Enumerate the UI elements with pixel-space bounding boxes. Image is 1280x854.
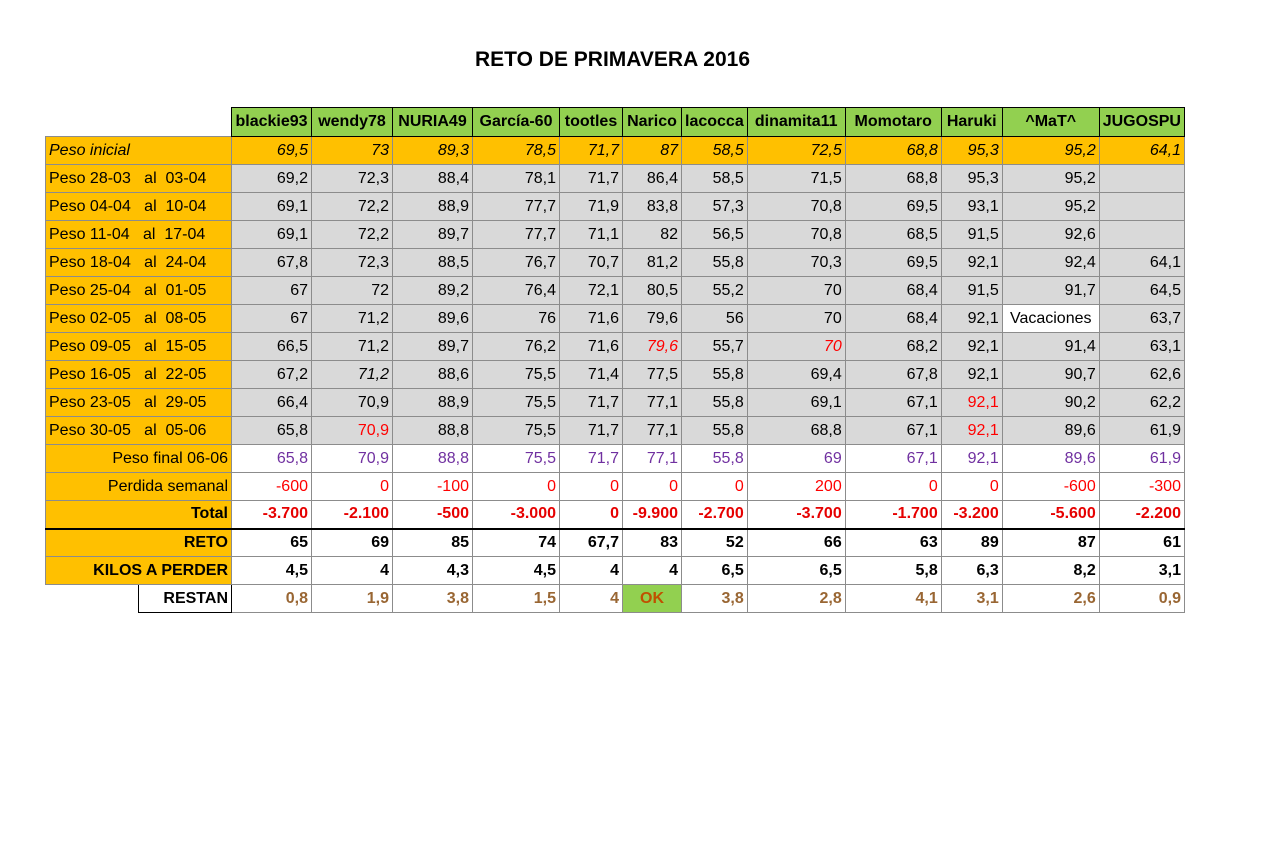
cell[interactable]: 67,8 bbox=[232, 249, 312, 277]
cell[interactable]: 3,1 bbox=[1099, 557, 1184, 585]
cell[interactable]: 4,1 bbox=[845, 585, 941, 613]
cell[interactable]: 70,7 bbox=[560, 249, 623, 277]
cell[interactable]: 63 bbox=[845, 529, 941, 557]
col-header-nuria49[interactable]: NURIA49 bbox=[393, 108, 473, 137]
cell[interactable]: 71,5 bbox=[747, 165, 845, 193]
cell[interactable]: -2.700 bbox=[682, 501, 748, 529]
cell[interactable]: 4 bbox=[560, 585, 623, 613]
cell[interactable]: 68,8 bbox=[845, 137, 941, 165]
cell[interactable]: 1,9 bbox=[312, 585, 393, 613]
cell[interactable]: 77,5 bbox=[623, 361, 682, 389]
cell[interactable]: 91,7 bbox=[1002, 277, 1099, 305]
cell[interactable]: 72,3 bbox=[312, 165, 393, 193]
peso-inicial-row bbox=[46, 137, 1185, 165]
cell[interactable]: 6,5 bbox=[747, 557, 845, 585]
cell[interactable]: 72 bbox=[312, 277, 393, 305]
col-header-tootles[interactable]: tootles bbox=[560, 108, 623, 137]
cell[interactable]: 72,3 bbox=[312, 249, 393, 277]
cell[interactable]: 77,7 bbox=[473, 221, 560, 249]
cell[interactable]: 79,6 bbox=[623, 333, 682, 361]
cell[interactable]: 71,2 bbox=[312, 361, 393, 389]
row-label-week[interactable]: Peso 28-03 al 03-04 bbox=[46, 165, 232, 193]
cell[interactable]: 92,6 bbox=[1002, 221, 1099, 249]
cell[interactable]: 69,1 bbox=[747, 389, 845, 417]
cell[interactable]: 4 bbox=[312, 557, 393, 585]
cell[interactable]: 83,8 bbox=[623, 193, 682, 221]
cell[interactable]: -300 bbox=[1099, 473, 1184, 501]
cell[interactable]: 68,4 bbox=[845, 305, 941, 333]
cell[interactable]: 70,3 bbox=[747, 249, 845, 277]
cell[interactable]: 86,4 bbox=[623, 165, 682, 193]
cell[interactable]: -5.600 bbox=[1002, 501, 1099, 529]
col-header-haruki[interactable]: Haruki bbox=[941, 108, 1002, 137]
cell[interactable]: 4,3 bbox=[393, 557, 473, 585]
cell[interactable]: 0,9 bbox=[1099, 585, 1184, 613]
cell[interactable]: 69,1 bbox=[232, 193, 312, 221]
cell[interactable]: 64,1 bbox=[1099, 249, 1184, 277]
cell[interactable]: 71,7 bbox=[560, 137, 623, 165]
cell[interactable]: 0 bbox=[845, 473, 941, 501]
cell[interactable]: -2.200 bbox=[1099, 501, 1184, 529]
row-label-kilos-a-perder[interactable]: KILOS A PERDER bbox=[46, 557, 232, 585]
cell[interactable]: 78,5 bbox=[473, 137, 560, 165]
cell[interactable]: 63,7 bbox=[1099, 305, 1184, 333]
cell[interactable]: 95,2 bbox=[1002, 137, 1099, 165]
cell[interactable]: 70,9 bbox=[312, 417, 393, 445]
week-row bbox=[46, 361, 1185, 389]
cell[interactable]: 68,2 bbox=[845, 333, 941, 361]
cell[interactable]: -600 bbox=[1002, 473, 1099, 501]
cell[interactable]: 93,1 bbox=[941, 193, 1002, 221]
cell[interactable]: 88,5 bbox=[393, 249, 473, 277]
cell[interactable]: 79,6 bbox=[623, 305, 682, 333]
cell[interactable]: 92,1 bbox=[941, 389, 1002, 417]
cell[interactable]: 72,1 bbox=[560, 277, 623, 305]
row-label-week[interactable]: Peso 23-05 al 29-05 bbox=[46, 389, 232, 417]
cell[interactable]: 0 bbox=[682, 473, 748, 501]
cell[interactable]: 92,1 bbox=[941, 361, 1002, 389]
cell[interactable]: 71,7 bbox=[560, 445, 623, 473]
cell[interactable]: 91,5 bbox=[941, 221, 1002, 249]
restan-row bbox=[46, 585, 1185, 613]
row-label-peso-inicial[interactable]: Peso inicial bbox=[46, 137, 232, 165]
cell[interactable]: 92,1 bbox=[941, 249, 1002, 277]
cell[interactable]: 89,3 bbox=[393, 137, 473, 165]
col-header-garcia-60[interactable]: García-60 bbox=[473, 108, 560, 137]
cell[interactable]: 61,9 bbox=[1099, 417, 1184, 445]
cell[interactable]: -9.900 bbox=[623, 501, 682, 529]
cell[interactable]: 71,9 bbox=[560, 193, 623, 221]
cell[interactable]: 85 bbox=[393, 529, 473, 557]
cell[interactable]: 55,8 bbox=[682, 445, 748, 473]
cell[interactable]: 89,7 bbox=[393, 221, 473, 249]
cell[interactable]: 4,5 bbox=[232, 557, 312, 585]
cell[interactable]: 69,4 bbox=[747, 361, 845, 389]
cell[interactable]: 0 bbox=[623, 473, 682, 501]
cell[interactable]: -500 bbox=[393, 501, 473, 529]
week-row bbox=[46, 193, 1185, 221]
cell[interactable]: 63,1 bbox=[1099, 333, 1184, 361]
cell[interactable]: 0 bbox=[473, 473, 560, 501]
cell[interactable]: -3.700 bbox=[747, 501, 845, 529]
row-label-peso-final[interactable]: Peso final 06-06 bbox=[46, 445, 232, 473]
cell[interactable]: 71,7 bbox=[560, 165, 623, 193]
cell[interactable]: 4 bbox=[623, 557, 682, 585]
cell[interactable]: 56 bbox=[682, 305, 748, 333]
cell[interactable]: 58,5 bbox=[682, 165, 748, 193]
cell[interactable]: 88,8 bbox=[393, 417, 473, 445]
row-label-week[interactable]: Peso 18-04 al 24-04 bbox=[46, 249, 232, 277]
cell[interactable]: 89,6 bbox=[393, 305, 473, 333]
cell[interactable]: 70 bbox=[747, 333, 845, 361]
week-row bbox=[46, 389, 1185, 417]
cell[interactable]: 61,9 bbox=[1099, 445, 1184, 473]
cell[interactable]: 71,1 bbox=[560, 221, 623, 249]
cell[interactable]: 2,8 bbox=[747, 585, 845, 613]
cell[interactable]: 89,7 bbox=[393, 333, 473, 361]
cell[interactable]: 0 bbox=[560, 501, 623, 529]
total-row bbox=[46, 501, 1185, 529]
week-row bbox=[46, 277, 1185, 305]
cell[interactable]: 89,6 bbox=[1002, 445, 1099, 473]
cell[interactable]: 77,1 bbox=[623, 417, 682, 445]
cell[interactable]: 70,9 bbox=[312, 389, 393, 417]
cell[interactable]: 77,7 bbox=[473, 193, 560, 221]
cell[interactable]: 6,3 bbox=[941, 557, 1002, 585]
cell[interactable]: 67,1 bbox=[845, 417, 941, 445]
cell[interactable]: 62,2 bbox=[1099, 389, 1184, 417]
cell[interactable]: 67,2 bbox=[232, 361, 312, 389]
cell[interactable]: -3.200 bbox=[941, 501, 1002, 529]
cell[interactable]: 64,5 bbox=[1099, 277, 1184, 305]
cell[interactable]: 75,5 bbox=[473, 417, 560, 445]
cell[interactable]: 76 bbox=[473, 305, 560, 333]
cell[interactable]: 67,8 bbox=[845, 361, 941, 389]
cell[interactable] bbox=[1099, 165, 1184, 193]
cell[interactable]: 61 bbox=[1099, 529, 1184, 557]
cell[interactable]: 67,1 bbox=[845, 389, 941, 417]
col-header-blackie93[interactable]: blackie93 bbox=[232, 108, 312, 137]
row-label-week[interactable]: Peso 09-05 al 15-05 bbox=[46, 333, 232, 361]
week-row bbox=[46, 417, 1185, 445]
cell[interactable]: 77,1 bbox=[623, 445, 682, 473]
cell[interactable]: 88,9 bbox=[393, 193, 473, 221]
cell[interactable]: 89,6 bbox=[1002, 417, 1099, 445]
peso-final-row bbox=[46, 445, 1185, 473]
cell[interactable]: 70,8 bbox=[747, 221, 845, 249]
col-header-narico[interactable]: Narico bbox=[623, 108, 682, 137]
cell[interactable]: 69 bbox=[747, 445, 845, 473]
cell[interactable]: 88,8 bbox=[393, 445, 473, 473]
cell[interactable]: 55,7 bbox=[682, 333, 748, 361]
cell[interactable]: 66,5 bbox=[232, 333, 312, 361]
week-row bbox=[46, 221, 1185, 249]
cell[interactable]: 56,5 bbox=[682, 221, 748, 249]
cell[interactable]: 68,8 bbox=[747, 417, 845, 445]
cell[interactable]: 95,3 bbox=[941, 165, 1002, 193]
cell[interactable]: 71,6 bbox=[560, 333, 623, 361]
cell[interactable]: 67 bbox=[232, 305, 312, 333]
cell[interactable]: 3,8 bbox=[393, 585, 473, 613]
row-label-week[interactable]: Peso 02-05 al 08-05 bbox=[46, 305, 232, 333]
cell[interactable]: 75,5 bbox=[473, 361, 560, 389]
row-label-week[interactable]: Peso 16-05 al 22-05 bbox=[46, 361, 232, 389]
weight-table bbox=[45, 107, 1185, 613]
row-label-perdida-semanal[interactable]: Perdida semanal bbox=[46, 473, 232, 501]
cell[interactable]: 89 bbox=[941, 529, 1002, 557]
cell[interactable]: 66,4 bbox=[232, 389, 312, 417]
cell[interactable]: 71,2 bbox=[312, 305, 393, 333]
cell[interactable]: 69,5 bbox=[845, 249, 941, 277]
cell[interactable]: 70,8 bbox=[747, 193, 845, 221]
cell[interactable]: 66 bbox=[747, 529, 845, 557]
col-header-wendy78[interactable]: wendy78 bbox=[312, 108, 393, 137]
week-row bbox=[46, 165, 1185, 193]
cell[interactable]: 58,5 bbox=[682, 137, 748, 165]
col-header-momotaro[interactable]: Momotaro bbox=[845, 108, 941, 137]
cell[interactable]: 52 bbox=[682, 529, 748, 557]
cell[interactable]: 69 bbox=[312, 529, 393, 557]
cell[interactable]: -1.700 bbox=[845, 501, 941, 529]
cell[interactable]: 88,9 bbox=[393, 389, 473, 417]
cell[interactable]: -600 bbox=[232, 473, 312, 501]
cell[interactable]: 88,6 bbox=[393, 361, 473, 389]
cell[interactable]: 92,1 bbox=[941, 333, 1002, 361]
cell[interactable]: 74 bbox=[473, 529, 560, 557]
cell[interactable]: -3.000 bbox=[473, 501, 560, 529]
kilos-a-perder-row bbox=[46, 557, 1185, 585]
cell[interactable]: 71,7 bbox=[560, 389, 623, 417]
perdida-semanal-row bbox=[46, 473, 1185, 501]
cell[interactable]: 71,4 bbox=[560, 361, 623, 389]
cell[interactable]: 70,9 bbox=[312, 445, 393, 473]
cell[interactable]: 81,2 bbox=[623, 249, 682, 277]
cell[interactable]: 75,5 bbox=[473, 445, 560, 473]
cell[interactable]: 91,5 bbox=[941, 277, 1002, 305]
row-label-week[interactable]: Peso 25-04 al 01-05 bbox=[46, 277, 232, 305]
row-label-week[interactable]: Peso 04-04 al 10-04 bbox=[46, 193, 232, 221]
cell[interactable]: 91,4 bbox=[1002, 333, 1099, 361]
week-row bbox=[46, 249, 1185, 277]
cell[interactable] bbox=[1099, 193, 1184, 221]
cell[interactable]: 71,2 bbox=[312, 333, 393, 361]
ok-badge[interactable]: OK bbox=[623, 585, 682, 613]
cell[interactable]: -2.100 bbox=[312, 501, 393, 529]
cell[interactable]: 55,8 bbox=[682, 417, 748, 445]
cell[interactable]: 82 bbox=[623, 221, 682, 249]
cell[interactable]: 0 bbox=[312, 473, 393, 501]
cell[interactable]: 70 bbox=[747, 305, 845, 333]
cell[interactable]: 70 bbox=[747, 277, 845, 305]
cell[interactable]: 2,6 bbox=[1002, 585, 1099, 613]
cell[interactable]: 75,5 bbox=[473, 389, 560, 417]
reto-row bbox=[46, 529, 1185, 557]
cell[interactable]: 1,5 bbox=[473, 585, 560, 613]
cell[interactable]: 77,1 bbox=[623, 389, 682, 417]
cell[interactable]: 83 bbox=[623, 529, 682, 557]
cell[interactable]: 8,2 bbox=[1002, 557, 1099, 585]
week-row bbox=[46, 333, 1185, 361]
cell[interactable]: 76,2 bbox=[473, 333, 560, 361]
cell[interactable]: 69,5 bbox=[845, 193, 941, 221]
cell[interactable]: 55,8 bbox=[682, 389, 748, 417]
cell[interactable]: 62,6 bbox=[1099, 361, 1184, 389]
cell[interactable]: 69,1 bbox=[232, 221, 312, 249]
col-header-lacocca[interactable]: lacocca bbox=[682, 108, 748, 137]
cell[interactable]: 3,8 bbox=[682, 585, 748, 613]
cell[interactable]: 67 bbox=[232, 277, 312, 305]
cell[interactable]: 90,7 bbox=[1002, 361, 1099, 389]
cell[interactable]: 89,2 bbox=[393, 277, 473, 305]
cell[interactable] bbox=[1099, 221, 1184, 249]
cell[interactable]: 3,1 bbox=[941, 585, 1002, 613]
row-label-restan[interactable]: RESTAN bbox=[139, 585, 232, 613]
row-label-week[interactable]: Peso 11-04 al 17-04 bbox=[46, 221, 232, 249]
cell[interactable]: 200 bbox=[747, 473, 845, 501]
cell[interactable]: 0 bbox=[941, 473, 1002, 501]
cell[interactable]: 64,1 bbox=[1099, 137, 1184, 165]
row-label-total[interactable]: Total bbox=[46, 501, 232, 529]
cell[interactable]: 87 bbox=[623, 137, 682, 165]
sheet-title: RETO DE PRIMAVERA 2016 bbox=[474, 48, 751, 71]
cell[interactable]: 0 bbox=[560, 473, 623, 501]
cell[interactable]: 95,2 bbox=[1002, 193, 1099, 221]
cell[interactable]: 72,2 bbox=[312, 193, 393, 221]
cell[interactable]: 68,5 bbox=[845, 221, 941, 249]
header-row bbox=[46, 108, 1185, 137]
cell[interactable]: 0,8 bbox=[232, 585, 312, 613]
cell[interactable]: 4,5 bbox=[473, 557, 560, 585]
row-label-week[interactable]: Peso 30-05 al 05-06 bbox=[46, 417, 232, 445]
cell[interactable]: 72,5 bbox=[747, 137, 845, 165]
cell[interactable]: -3.700 bbox=[232, 501, 312, 529]
cell[interactable]: 72,2 bbox=[312, 221, 393, 249]
cell[interactable]: 78,1 bbox=[473, 165, 560, 193]
cell[interactable]: 69,5 bbox=[232, 137, 312, 165]
cell[interactable]: 92,4 bbox=[1002, 249, 1099, 277]
cell[interactable]: 90,2 bbox=[1002, 389, 1099, 417]
cell[interactable]: 65 bbox=[232, 529, 312, 557]
cell[interactable]: 65,8 bbox=[232, 445, 312, 473]
cell[interactable]: 67,7 bbox=[560, 529, 623, 557]
cell[interactable]: 95,2 bbox=[1002, 165, 1099, 193]
cell[interactable]: 67,1 bbox=[845, 445, 941, 473]
cell[interactable]: 71,7 bbox=[560, 417, 623, 445]
cell[interactable]: 57,3 bbox=[682, 193, 748, 221]
week-row bbox=[46, 305, 1185, 333]
col-header-jugospu[interactable]: JUGOSPU bbox=[1099, 108, 1184, 137]
vacaciones-cell[interactable]: Vacaciones bbox=[1002, 305, 1099, 333]
cell[interactable]: 73 bbox=[312, 137, 393, 165]
cell[interactable]: 65,8 bbox=[232, 417, 312, 445]
cell[interactable]: 4 bbox=[560, 557, 623, 585]
cell[interactable]: 55,2 bbox=[682, 277, 748, 305]
col-header-mat[interactable]: ^MaT^ bbox=[1002, 108, 1099, 137]
cell[interactable]: 68,4 bbox=[845, 277, 941, 305]
cell[interactable]: 88,4 bbox=[393, 165, 473, 193]
cell[interactable]: 95,3 bbox=[941, 137, 1002, 165]
cell[interactable]: 87 bbox=[1002, 529, 1099, 557]
cell[interactable]: 55,8 bbox=[682, 361, 748, 389]
cell[interactable]: 69,2 bbox=[232, 165, 312, 193]
cell[interactable]: 92,1 bbox=[941, 445, 1002, 473]
cell[interactable]: 80,5 bbox=[623, 277, 682, 305]
col-header-dinamita11[interactable]: dinamita11 bbox=[747, 108, 845, 137]
cell[interactable]: 92,1 bbox=[941, 417, 1002, 445]
cell[interactable]: 76,7 bbox=[473, 249, 560, 277]
cell[interactable]: 68,8 bbox=[845, 165, 941, 193]
cell[interactable]: 55,8 bbox=[682, 249, 748, 277]
cell[interactable]: 6,5 bbox=[682, 557, 748, 585]
row-label-reto[interactable]: RETO bbox=[46, 529, 232, 557]
cell[interactable]: 71,6 bbox=[560, 305, 623, 333]
cell[interactable]: 76,4 bbox=[473, 277, 560, 305]
cell[interactable]: -100 bbox=[393, 473, 473, 501]
cell[interactable]: 92,1 bbox=[941, 305, 1002, 333]
cell[interactable]: 5,8 bbox=[845, 557, 941, 585]
